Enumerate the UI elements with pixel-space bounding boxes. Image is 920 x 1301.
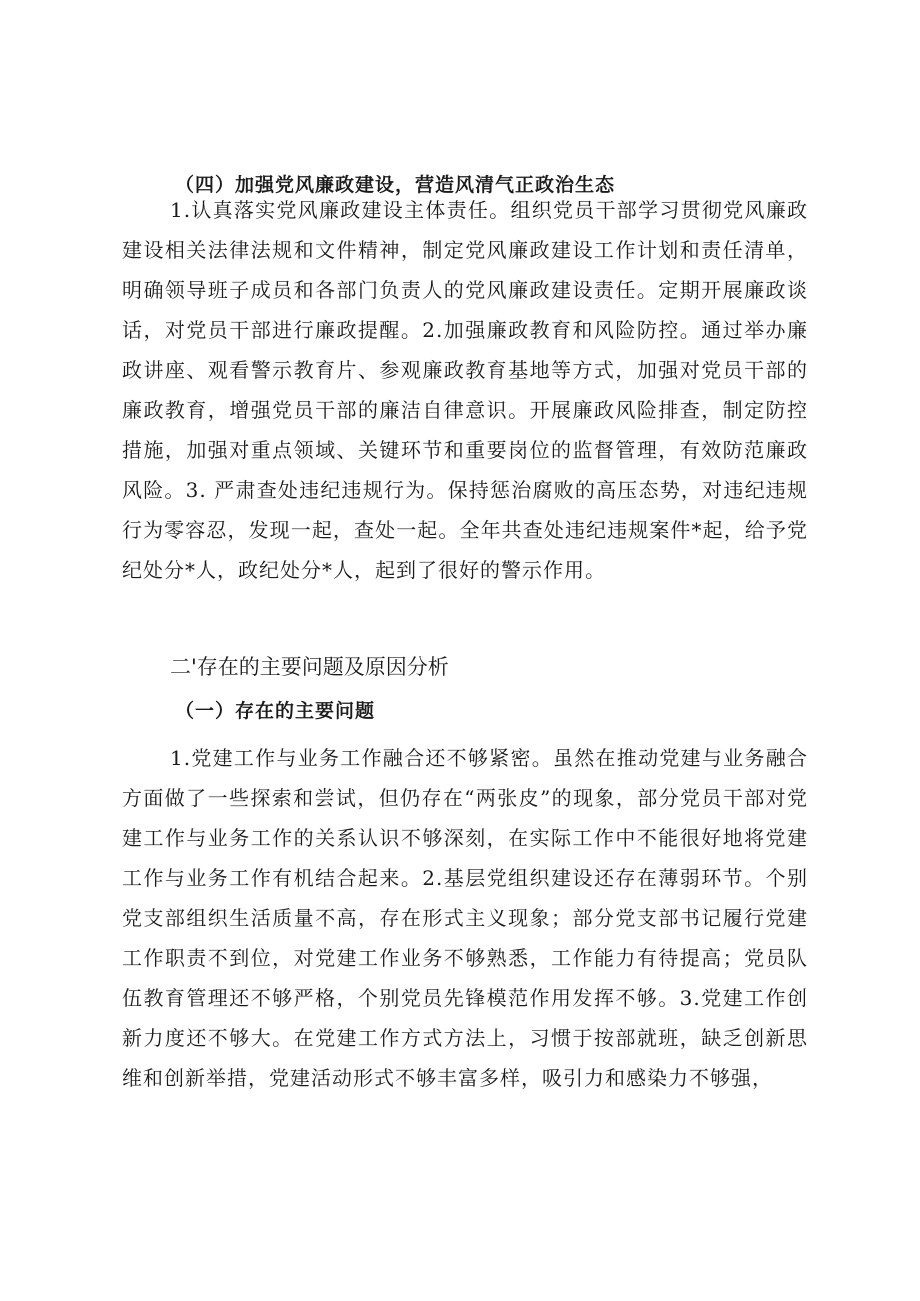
section-heading-4: （四）加强党风廉政建设，营造风清气正政治生态 [175, 174, 616, 196]
paragraph-main-problems: 1.党建工作与业务工作融合还不够紧密。虽然在推动党建与业务融合方面做了一些探索和尝试，但仍存在“两张皮”的现象，部分党员干部对党建工作与业务工作的关系认识不够深刻，在实际工作中不能很好地将党建工作与业务工作有机结合起来。2.基层党组织建设还存在薄弱环节。个别党支部组织生活质量不高，存在形式主义现象；部分党支部书记履行党建工作职责不到位，对党建工作业务不够熟悉，工作能力有待提高；党员队伍教育管理还不够严格，个别党员先锋模范作用发挥不够。3.党建工作创新力度还不够大。在党建工作方式方法上，习惯于按部就班，缺乏创新思维和创新举措，党建活动形式不够丰富多样，吸引力和感染力不够强， [122, 746, 808, 1090]
paragraph-party-conduct: 1.认真落实党风廉政建设主体责任。组织党员干部学习贯彻党风廉政建设相关法律法规和文件精神，制定党风廉政建设工作计划和责任清单，明确领导班子成员和各部门负责人的党风廉政建设责任。定期开展廉政谈话，对党员干部进行廉政提醒。2.加强廉政教育和风险防控。通过举办廉政讲座、观看警示教育片、参观廉政教育基地等方式，加强对党员干部的廉政教育，增强党员干部的廉洁自律意识。开展廉政风险排查，制定防控措施，加强对重点领域、关键环节和重要岗位的监督管理，有效防范廉政风险。3. 严肃查处违纪违规行为。保持惩治腐败的高压态势，对违纪违规行为零容忍，发现一起，查处一起。全年共查处违纪违规案件*起，给予党纪处分*人，政纪处分*人，起到了很好的警示作用。 [122, 198, 808, 582]
subsection-title-main-problems: （一）存在的主要问题 [175, 700, 376, 722]
section-title-problems: 二'存在的主要问题及原因分析 [170, 655, 449, 679]
